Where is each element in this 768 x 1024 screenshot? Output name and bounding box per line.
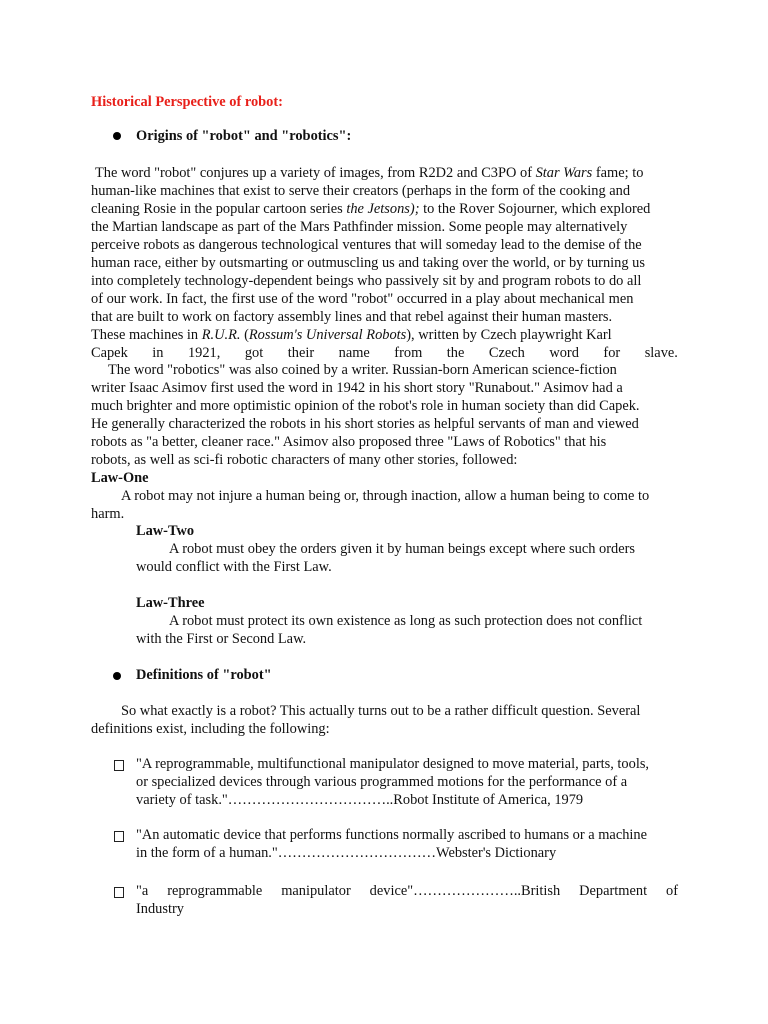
paragraph-line: perceive robots as dangerous technological ventures that will someday lead to the demise of the (91, 237, 642, 253)
paragraph-line: that are built to work on factory assembly lines and that rebel against their human masters. (91, 309, 613, 325)
law-text: would conflict with the First Law. (136, 559, 332, 575)
law-text: harm. (91, 506, 125, 522)
paragraph-line: the Martian landscape as part of the Mars Pathfinder mission. Some people may alternatively (91, 219, 628, 235)
paragraph-line: cleaning Rosie in the popular cartoon series the Jetsons); to the Rover Sojourner, which explored (91, 201, 651, 217)
page-title: Historical Perspective of robot: (91, 94, 283, 110)
definition-text: variety of task."……………………………..Robot Institute of America, 1979 (136, 792, 584, 808)
paragraph-line: robots, as well as sci-fi robotic characters of many other stories, followed: (91, 452, 518, 468)
paragraph-line: writer Isaac Asimov first used the word in 1942 in his short story "Runabout." Asimov had a (91, 380, 623, 396)
paragraph-line: robots as "a better, cleaner race." Asimov also proposed three "Laws of Robotics" that his (91, 434, 607, 450)
paragraph-line: The word "robotics" was also coined by a writer. Russian-born American science-fiction (108, 362, 617, 378)
law-text: with the First or Second Law. (136, 631, 307, 647)
section-heading-origins: Origins of "robot" and "robotics": (136, 128, 352, 144)
paragraph-line: human-like machines that exist to serve their creators (perhaps in the form of the cooking and (91, 183, 631, 199)
definition-text: "a reprogrammable manipulator device"…………………..British Department of (136, 883, 678, 899)
law-text: A robot may not injure a human being or, through inaction, allow a human being to come to (121, 488, 650, 504)
law-heading: Law-Three (136, 595, 205, 611)
bullet-icon (113, 132, 121, 140)
paragraph-line: So what exactly is a robot? This actually turns out to be a rather difficult question. Several (121, 703, 641, 719)
law-text: A robot must obey the orders given it by human beings except where such orders (169, 541, 635, 557)
paragraph-line: Capek in 1921, got their name from the Czech word for slave. (91, 345, 678, 361)
law-heading: Law-Two (136, 523, 195, 539)
paragraph-line: He generally characterized the robots in his short stories as helpful servants of man and viewed (91, 416, 639, 432)
definition-text: "An automatic device that performs functions normally ascribed to humans or a machine (136, 827, 647, 843)
paragraph-line: of our work. In fact, the first use of the word "robot" occurred in a play about mechanical men (91, 291, 634, 307)
paragraph-line: The word "robot" conjures up a variety of images, from R2D2 and C3PO of Star Wars fame; to (95, 165, 644, 181)
bullet-icon (113, 672, 121, 680)
paragraph-line: definitions exist, including the following: (91, 721, 330, 737)
definition-text: Industry (136, 901, 184, 917)
paragraph-line: human race, either by outsmarting or outmuscling us and taking over the world, or by turning us (91, 255, 645, 271)
paragraph-line: much brighter and more optimistic opinion of the robot's role in human society than did Capek. (91, 398, 640, 414)
definition-text: in the form of a human."……………………………Webster's Dictionary (136, 845, 557, 861)
checkbox-bullet-icon (114, 760, 124, 771)
law-heading: Law-One (91, 470, 149, 486)
paragraph-line: into completely technology-dependent beings who passively sit by and program robots to do all (91, 273, 642, 289)
paragraph-line: These machines in R.U.R. (Rossum's Universal Robots), written by Czech playwright Karl (91, 327, 612, 343)
definition-text: "A reprogrammable, multifunctional manipulator designed to move material, parts, tools, (136, 756, 650, 772)
definition-text: or specialized devices through various programmed motions for the performance of a (136, 774, 628, 790)
law-text: A robot must protect its own existence as long as such protection does not conflict (169, 613, 643, 629)
checkbox-bullet-icon (114, 887, 124, 898)
section-heading-definitions: Definitions of "robot" (136, 667, 272, 683)
checkbox-bullet-icon (114, 831, 124, 842)
